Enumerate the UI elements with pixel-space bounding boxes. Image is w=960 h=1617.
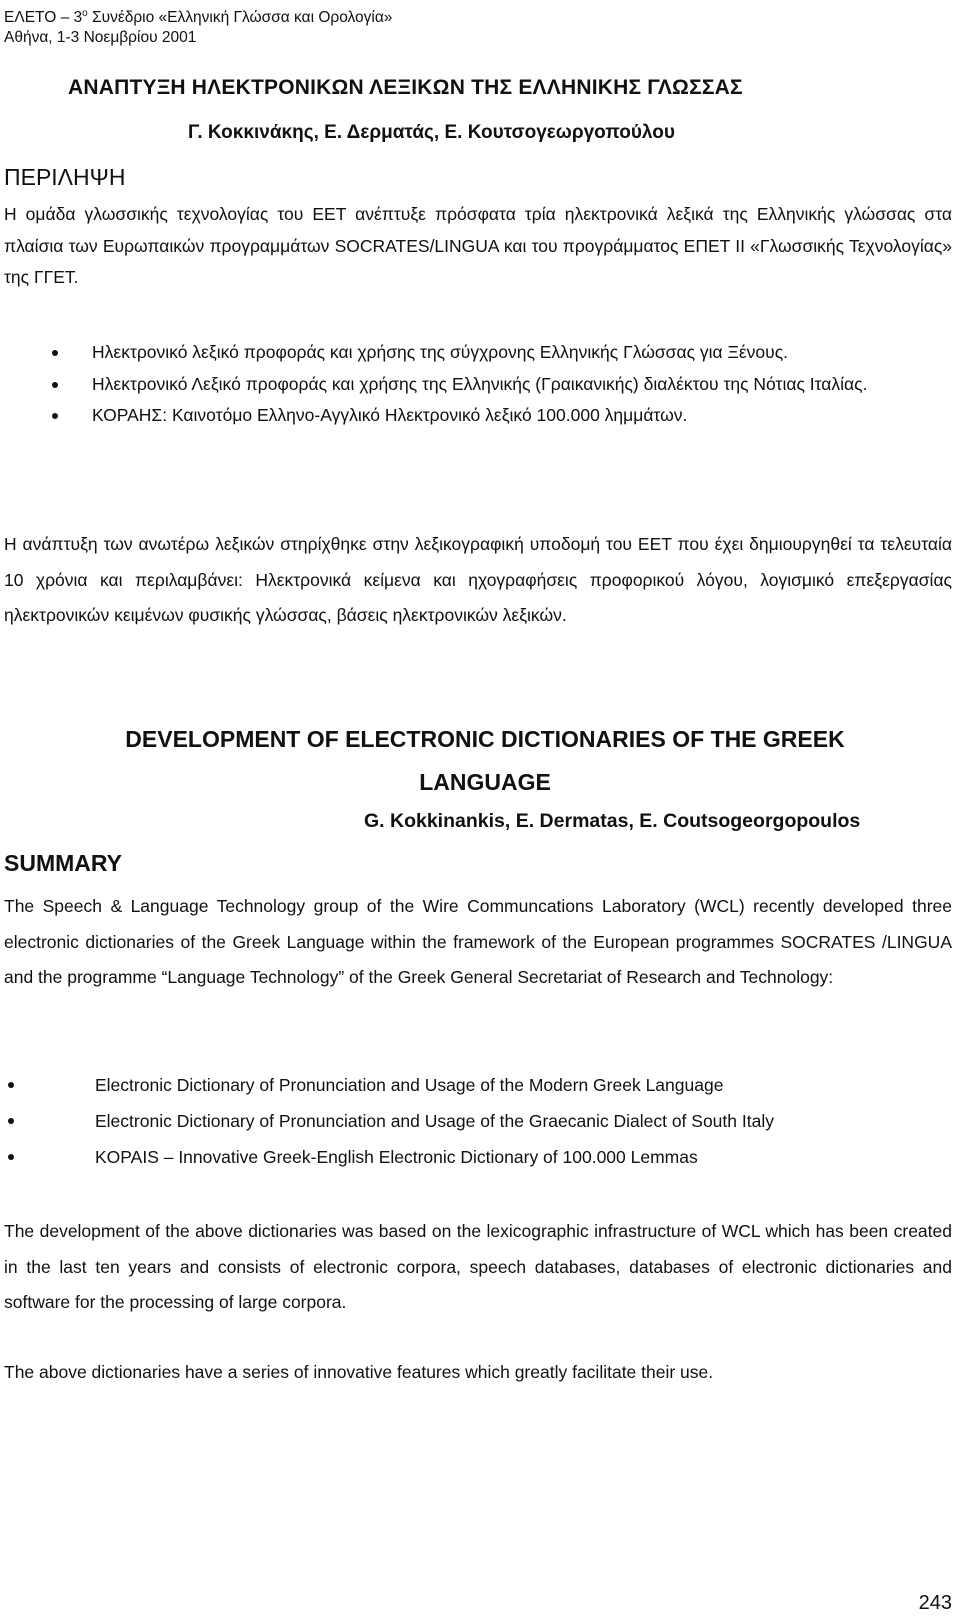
list-item: Ηλεκτρονικό λεξικό προφοράς και χρήσης της σύγχρονης Ελληνικής Γλώσσας για Ξένους.	[4, 337, 952, 369]
list-item: Ηλεκτρονικό Λεξικό προφοράς και χρήσης της Ελληνικής (Γραικανικής) διαλέκτου της Νότιας Ιταλίας.	[4, 369, 952, 401]
greek-title: ΑΝΑΠΤΥΞΗ ΗΛΕΚΤΡΟΝΙΚΩΝ ΛΕΞΙΚΩΝ ΤΗΣ ΕΛΛΗΝΙΚΗΣ ΓΛΩΣΣΑΣ	[68, 76, 743, 99]
list-item: Electronic Dictionary of Pronunciation and Usage of the Modern Greek Language	[4, 1067, 952, 1103]
conference-title: ΕΛΕΤΟ – $3^o$ Συνέδριο «Ελληνική Γλώσσα και Ορολογία»	[4, 8, 393, 27]
list-item: KOPAIS – Innovative Greek-English Electronic Dictionary of 100.000 Lemmas	[4, 1139, 952, 1175]
list-item: ΚΟΡΑΗΣ: Καινοτόμο Ελληνο-Αγγλικό Ηλεκτρονικό λεξικό 100.000 λημμάτων.	[4, 400, 952, 432]
english-closing-paragraph: The above dictionaries have a series of innovative features which greatly facilitate their use.	[4, 1362, 714, 1382]
bullet-icon	[52, 382, 58, 388]
greek-summary-heading: ΠΕΡΙΛΗΨΗ	[4, 164, 126, 190]
list-item: Electronic Dictionary of Pronunciation and Usage of the Graecanic Dialect of South Italy	[4, 1103, 952, 1139]
bullet-icon	[8, 1154, 14, 1160]
bullet-icon	[8, 1118, 14, 1124]
english-authors: G. Kokkinankis, E. Dermatas, E. Coutsogeorgopoulos	[364, 810, 861, 832]
bullet-icon	[52, 350, 58, 356]
greek-authors: Γ. Κοκκινάκης, Ε. Δερματάς, Ε. Κουτσογεωργοπούλου	[188, 122, 675, 143]
english-summary-heading: SUMMARY	[4, 850, 122, 876]
greek-body-paragraph: Η ανάπτυξη των ανωτέρω λεξικών στηρίχθηκε στην λεξικογραφική υποδομή του ΕΕΤ που έχει δημιουργηθεί τα τελευταία 10 χρόνια και περιλαμβάνει: Ηλεκτρονικά κείμενα και ηχογραφήσεις προφορικού λόγου, λογισμικό επεξεργασίας ηλεκτρονικών κειμένων φυσικής γλώσσας, βάσεις ηλεκτρονικών λεξικών.	[4, 534, 952, 625]
english-intro-paragraph: The Speech & Language Technology group of the Wire Communcations Laboratory (WCL) recently developed three electronic dictionaries of the Greek Language within the framework of the European programmes SOCRATES /LINGUA and the programme “Language Technology” of the Greek General Secretariat of Research and Technology:	[4, 896, 952, 987]
english-title: DEVELOPMENT OF ELECTRONIC DICTIONARIES OF THE GREEK LANGUAGE	[125, 726, 845, 795]
page-number: 243	[918, 1592, 952, 1614]
bullet-icon	[8, 1082, 14, 1088]
bullet-icon	[52, 413, 58, 419]
english-bullet-list	[4, 1067, 952, 1175]
english-body-paragraph: The development of the above dictionaries was based on the lexicographic infrastructure of WCL which has been created in the last ten years and consists of electronic corpora, speech databases, databases of electronic dictionaries and software for the processing of large corpora.	[4, 1221, 952, 1312]
conference-header	[4, 4, 392, 48]
greek-intro-paragraph: Η ομάδα γλωσσικής τεχνολογίας του ΕΕΤ ανέπτυξε πρόσφατα τρία ηλεκτρονικά λεξικά της Ελληνικής γλώσσας στα πλαίσια των Ευρωπαικών προγραμμάτων SOCRATES/LINGUA και του προγράμματος ΕΠΕΤ ΙΙ «Γλωσσικής Τεχνολογίας» της ΓΓΕΤ.	[4, 204, 952, 287]
greek-bullet-list	[4, 337, 952, 432]
conference-date: Αθήνα, 1-3 Νοεμβρίου 2001	[4, 29, 197, 47]
